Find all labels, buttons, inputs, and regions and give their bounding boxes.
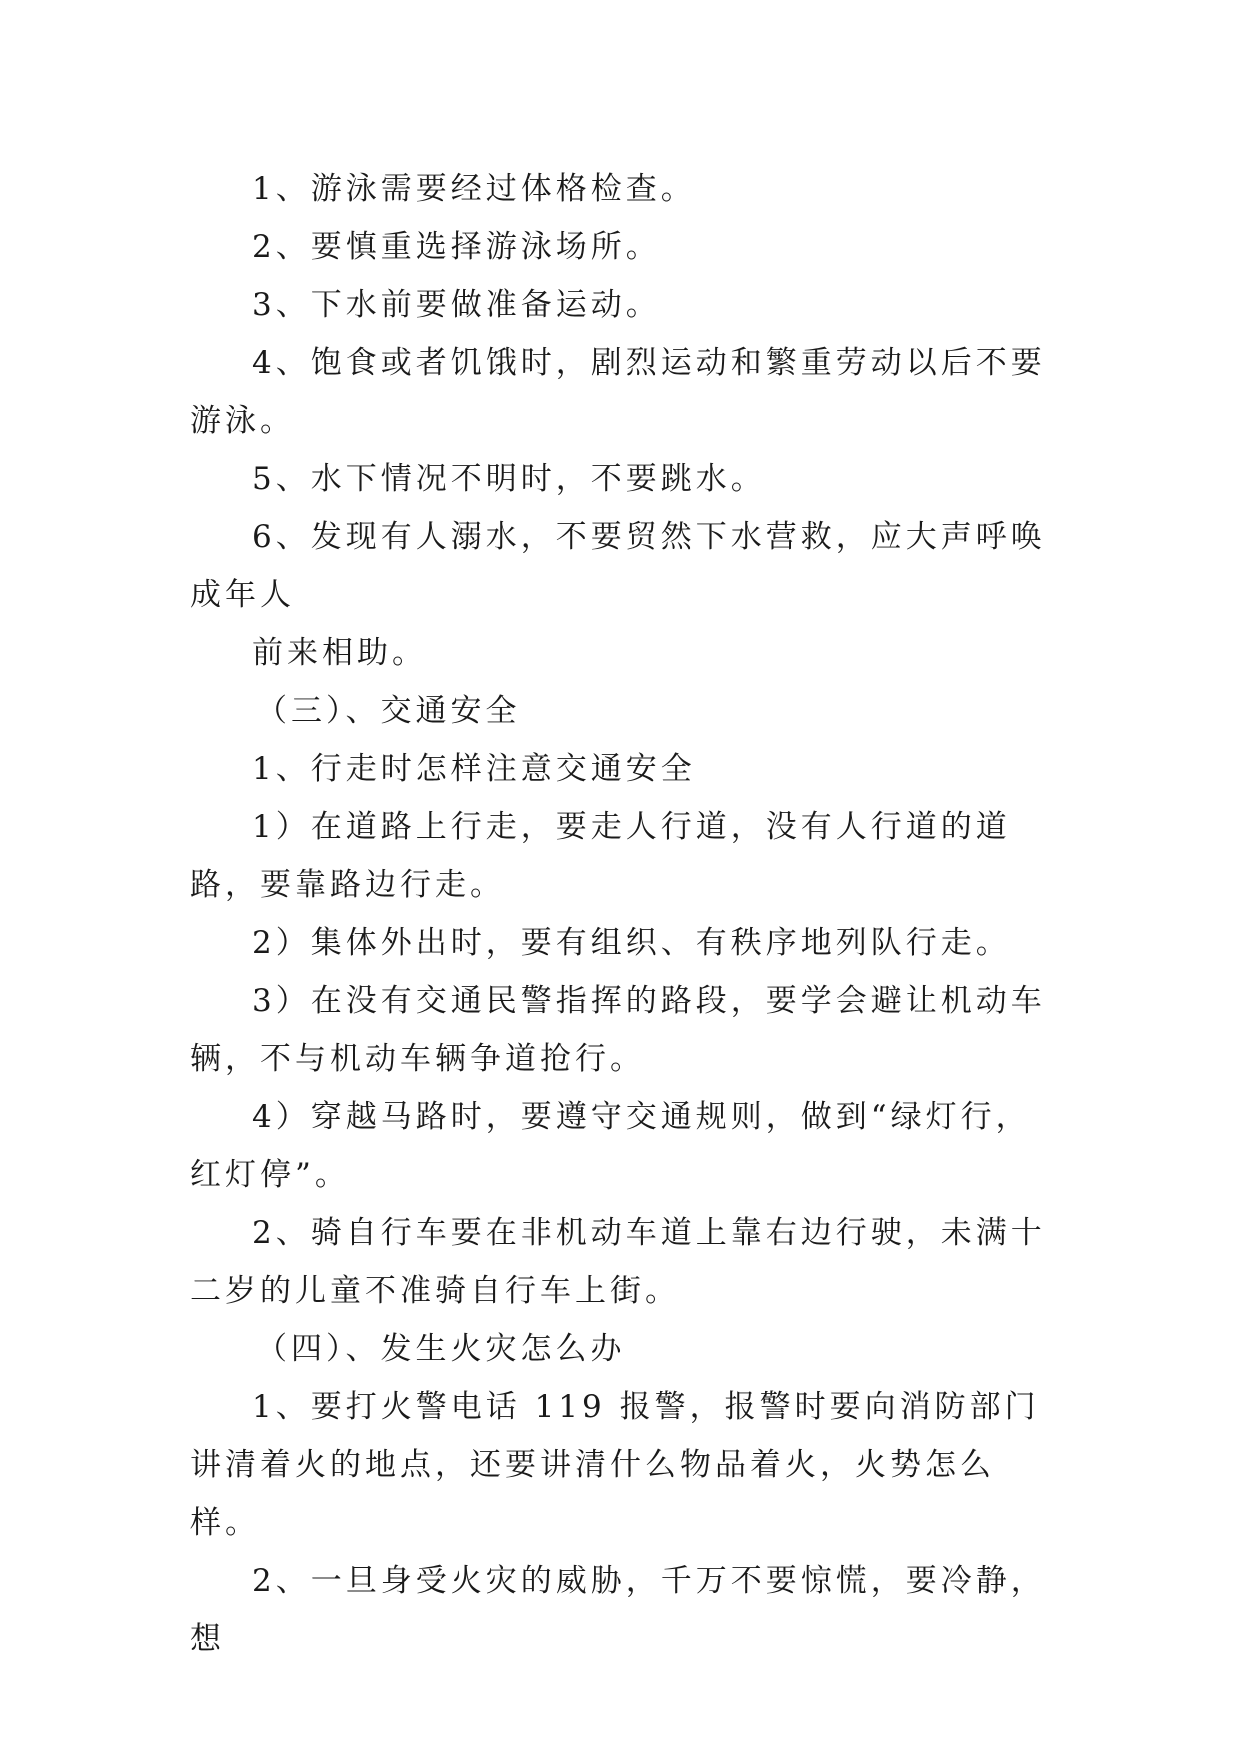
paragraph-swim-6: 6、发现有人溺水，不要贸然下水营救，应大声呼唤成年人	[190, 519, 1046, 613]
paragraph-swim-1: 1、游泳需要经过体格检查。	[252, 171, 696, 207]
paragraph-swim-6-continued: 前来相助。	[252, 635, 427, 671]
paragraph-swim-2: 2、要慎重选择游泳场所。	[252, 229, 661, 265]
paragraph-traffic-1-4: 4）穿越马路时，要遵守交通规则，做到“绿灯行，红灯停”。	[190, 1099, 1031, 1193]
paragraph-traffic-1-2: 2）集体外出时，要有组织、有秩序地列队行走。	[252, 925, 1011, 961]
paragraph-fire-1: 1、要打火警电话 119 报警，报警时要向消防部门讲清着火的地点，还要讲清什么物品着火，火势怎么样。	[190, 1389, 1040, 1541]
paragraph-traffic-2: 2、骑自行车要在非机动车道上靠右边行驶，未满十二岁的儿童不准骑自行车上街。	[190, 1215, 1046, 1309]
paragraph-swim-4: 4、饱食或者饥饿时，剧烈运动和繁重劳动以后不要游泳。	[190, 345, 1046, 439]
section-heading-fire: （四）、发生火灾怎么办	[256, 1331, 626, 1367]
section-heading-traffic: （三）、交通安全	[256, 693, 521, 729]
paragraph-swim-5: 5、水下情况不明时，不要跳水。	[252, 461, 766, 497]
paragraph-traffic-1: 1、行走时怎样注意交通安全	[252, 751, 696, 787]
document-body	[190, 160, 1050, 1668]
paragraph-fire-2: 2、一旦身受火灾的威胁，千万不要惊慌，要冷静，想	[190, 1563, 1046, 1657]
paragraph-traffic-1-1: 1）在道路上行走，要走人行道，没有人行道的道路，要靠路边行走。	[190, 809, 1011, 903]
paragraph-traffic-1-3: 3）在没有交通民警指挥的路段，要学会避让机动车辆，不与机动车辆争道抢行。	[190, 983, 1046, 1077]
paragraph-swim-3: 3、下水前要做准备运动。	[252, 287, 661, 323]
